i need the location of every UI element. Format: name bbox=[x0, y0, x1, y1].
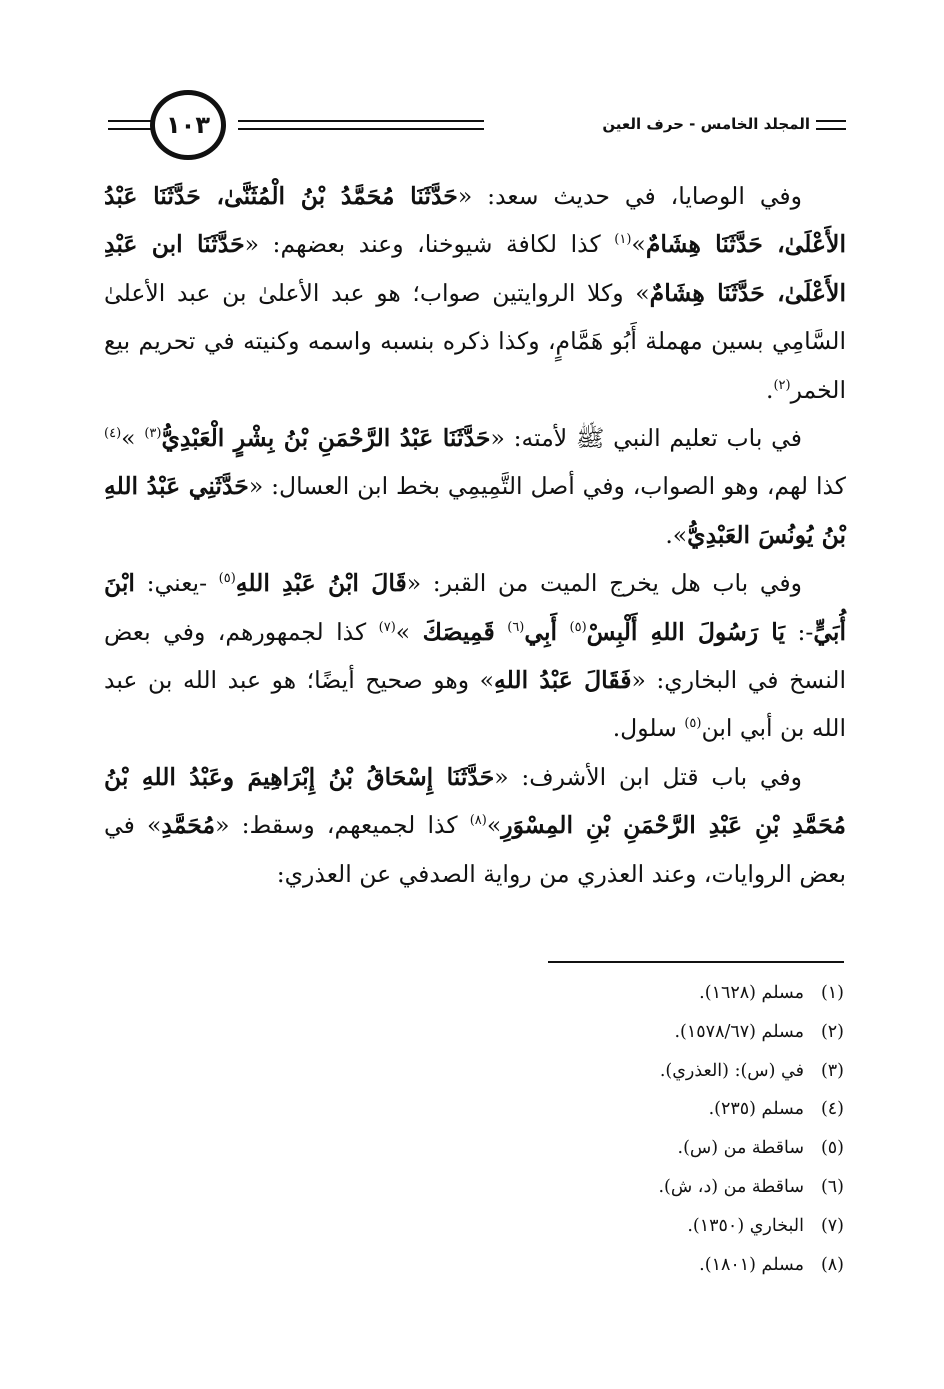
text-run: ». bbox=[665, 520, 688, 549]
hadith-quote: يَا رَسُولَ اللهِ أَلْبِسْ bbox=[586, 617, 785, 646]
paragraph-2 bbox=[104, 414, 846, 559]
header-rule bbox=[108, 128, 154, 130]
hadith-quote: حَدَّثَنِي عَبْدُ اللهِ بْنُ يُونُسَ العَبْدِيُّ bbox=[104, 472, 846, 549]
text-run: » bbox=[631, 230, 646, 259]
text-run: » bbox=[395, 617, 423, 646]
footnote-item bbox=[430, 1052, 844, 1091]
footnote-item bbox=[430, 1207, 844, 1246]
hadith-quote: حَدَّثَنَا مُحَمَّدُ بْنُ الْمُثَنَّىٰ، حَدَّثَنَا عَبْدُ الأَعْلَىٰ، حَدَّثَنَا هِشَامٌ bbox=[104, 182, 846, 259]
text-run: » وكلا الروايتين صواب؛ هو عبد الأعلىٰ بن عبد الأعلىٰ السَّامِي بسين مهملة أَبُو هَمَّامٍ، وكذا ذكره بنسبه واسمه وكنيته في تحريم بيع الخمر bbox=[104, 278, 846, 404]
text-run: سلول. bbox=[612, 714, 685, 743]
footnote-item bbox=[430, 974, 844, 1013]
footnote-item bbox=[430, 1168, 844, 1207]
running-header bbox=[108, 86, 848, 170]
hadith-quote: أَبِي bbox=[524, 617, 558, 646]
footnote-ref: (٧) bbox=[378, 619, 396, 635]
footnote-ref: (٣) bbox=[144, 426, 162, 442]
footnote-number: (٦) bbox=[820, 1176, 844, 1197]
text-run: كذا لجمهورهم، وفي بعض النسخ في البخاري: « bbox=[104, 617, 846, 695]
footnote-item bbox=[430, 1013, 844, 1052]
footnote-separator bbox=[548, 961, 844, 963]
text-run bbox=[557, 618, 569, 646]
footnote-ref: (٥) bbox=[218, 571, 236, 587]
hadith-quote: مُحَمَّدِ bbox=[161, 811, 216, 840]
footnote-number: (٥) bbox=[820, 1138, 844, 1159]
hadith-quote: حَدَّثَنَا إِسْحَاقُ بْنُ إِبْرَاهِيمَ وعَبْدُ اللهِ بْنُ مُحَمَّدِ بْنِ عَبْدِ الرَّحْمَنِ بْنِ المِسْوَرِ bbox=[104, 762, 847, 840]
hadith-quote: فَقَالَ عَبْدُ اللهِ bbox=[494, 666, 632, 695]
footnote-number: (٣) bbox=[820, 1060, 844, 1081]
footnote-number: (٨) bbox=[820, 1254, 844, 1275]
body-text bbox=[104, 172, 846, 898]
paragraph-4 bbox=[104, 753, 846, 898]
text-run: » وهو صحيح أيضًا؛ هو عبد الله بن عبد الله بن أبي ابن bbox=[104, 666, 846, 743]
text-run: كذا لكافة شيوخنا، وعند بعضهم: « bbox=[244, 230, 615, 259]
footnote-ref: (٦) bbox=[507, 619, 525, 635]
header-rule bbox=[108, 120, 154, 122]
footnote-ref: (٥) bbox=[684, 716, 702, 732]
text-run: وفي باب قتل ابن الأشرف: « bbox=[494, 762, 803, 791]
footnote-item bbox=[430, 1129, 844, 1168]
footnote-text: مسلم (٢٣٥). bbox=[708, 1099, 804, 1120]
text-run: وفي الوصايا، في حديث سعد: « bbox=[457, 182, 802, 210]
hadith-quote: قَالَ ابْنُ عَبْدِ اللهِ bbox=[235, 569, 407, 598]
footnote-text: ساقطة من (س). bbox=[677, 1138, 804, 1159]
footnote-text: مسلم (١٦٢٨). bbox=[699, 983, 804, 1003]
text-run: . bbox=[765, 375, 774, 404]
text-run: » bbox=[121, 424, 145, 453]
footnote-text: في (س): (العذري). bbox=[659, 1060, 804, 1081]
text-run: » bbox=[486, 811, 502, 840]
paragraph-3 bbox=[104, 559, 846, 753]
text-run: وفي باب هل يخرج الميت من القبر: « bbox=[406, 569, 802, 598]
text-run: -: bbox=[785, 617, 814, 646]
footnote-item bbox=[430, 1246, 844, 1285]
footnote-number: (٧) bbox=[820, 1215, 844, 1236]
text-run bbox=[495, 618, 507, 646]
text-run: كذا لجميعهم، وسقط: « bbox=[215, 811, 470, 840]
footnote-text: مسلم (١٥٧٨/٦٧). bbox=[674, 1021, 804, 1042]
footnote-number: (٢) bbox=[820, 1021, 844, 1042]
hadith-quote: حَدَّثَنَا ابن عَبْدِ الأَعْلَىٰ، حَدَّثَنَا هِشَامٌ bbox=[104, 230, 846, 307]
footnote-number: (١) bbox=[820, 983, 844, 1003]
footnote-text: مسلم (١٨٠١). bbox=[699, 1254, 804, 1275]
hadith-quote: قَمِيصَكَ bbox=[422, 617, 495, 646]
page-number-circle bbox=[150, 90, 226, 160]
footnote-ref: (٨) bbox=[469, 813, 487, 829]
paragraph-1 bbox=[104, 172, 846, 414]
footnote-ref: (٢) bbox=[773, 377, 791, 393]
text-run: » في بعض الروايات، وعند العذري من رواية الصدفي عن العذري: bbox=[104, 811, 846, 888]
text-run: -يعني: bbox=[134, 569, 219, 598]
text-run: كذا لهم، وهو الصواب، وفي أصل التَّمِيمِي بخط ابن العسال: « bbox=[248, 472, 846, 501]
footnote-number: (٤) bbox=[820, 1099, 844, 1120]
footnote-text: البخاري (١٣٥٠). bbox=[687, 1215, 804, 1236]
hadith-quote: ابْنَ أُبَيٍّ bbox=[104, 569, 847, 646]
text-run: في باب تعليم النبي ﷺ لأمته: « bbox=[490, 424, 802, 453]
footnote-text: ساقطة من (د، ش). bbox=[658, 1176, 804, 1197]
running-title: المجلد الخامس - حرف العين bbox=[484, 108, 816, 140]
footnotes-list bbox=[430, 974, 844, 1284]
hadith-quote: حَدَّثَنَا عَبْدُ الرَّحْمَنِ بْنُ بِشْرٍ الْعَبْدِيُّ bbox=[161, 424, 491, 453]
footnote-ref: (٤) bbox=[104, 426, 122, 442]
footnote-ref: (١) bbox=[614, 232, 632, 248]
footnote-ref: (٥) bbox=[569, 619, 587, 635]
page-number: ١٠٣ bbox=[166, 111, 210, 139]
footnote-item bbox=[430, 1090, 844, 1129]
